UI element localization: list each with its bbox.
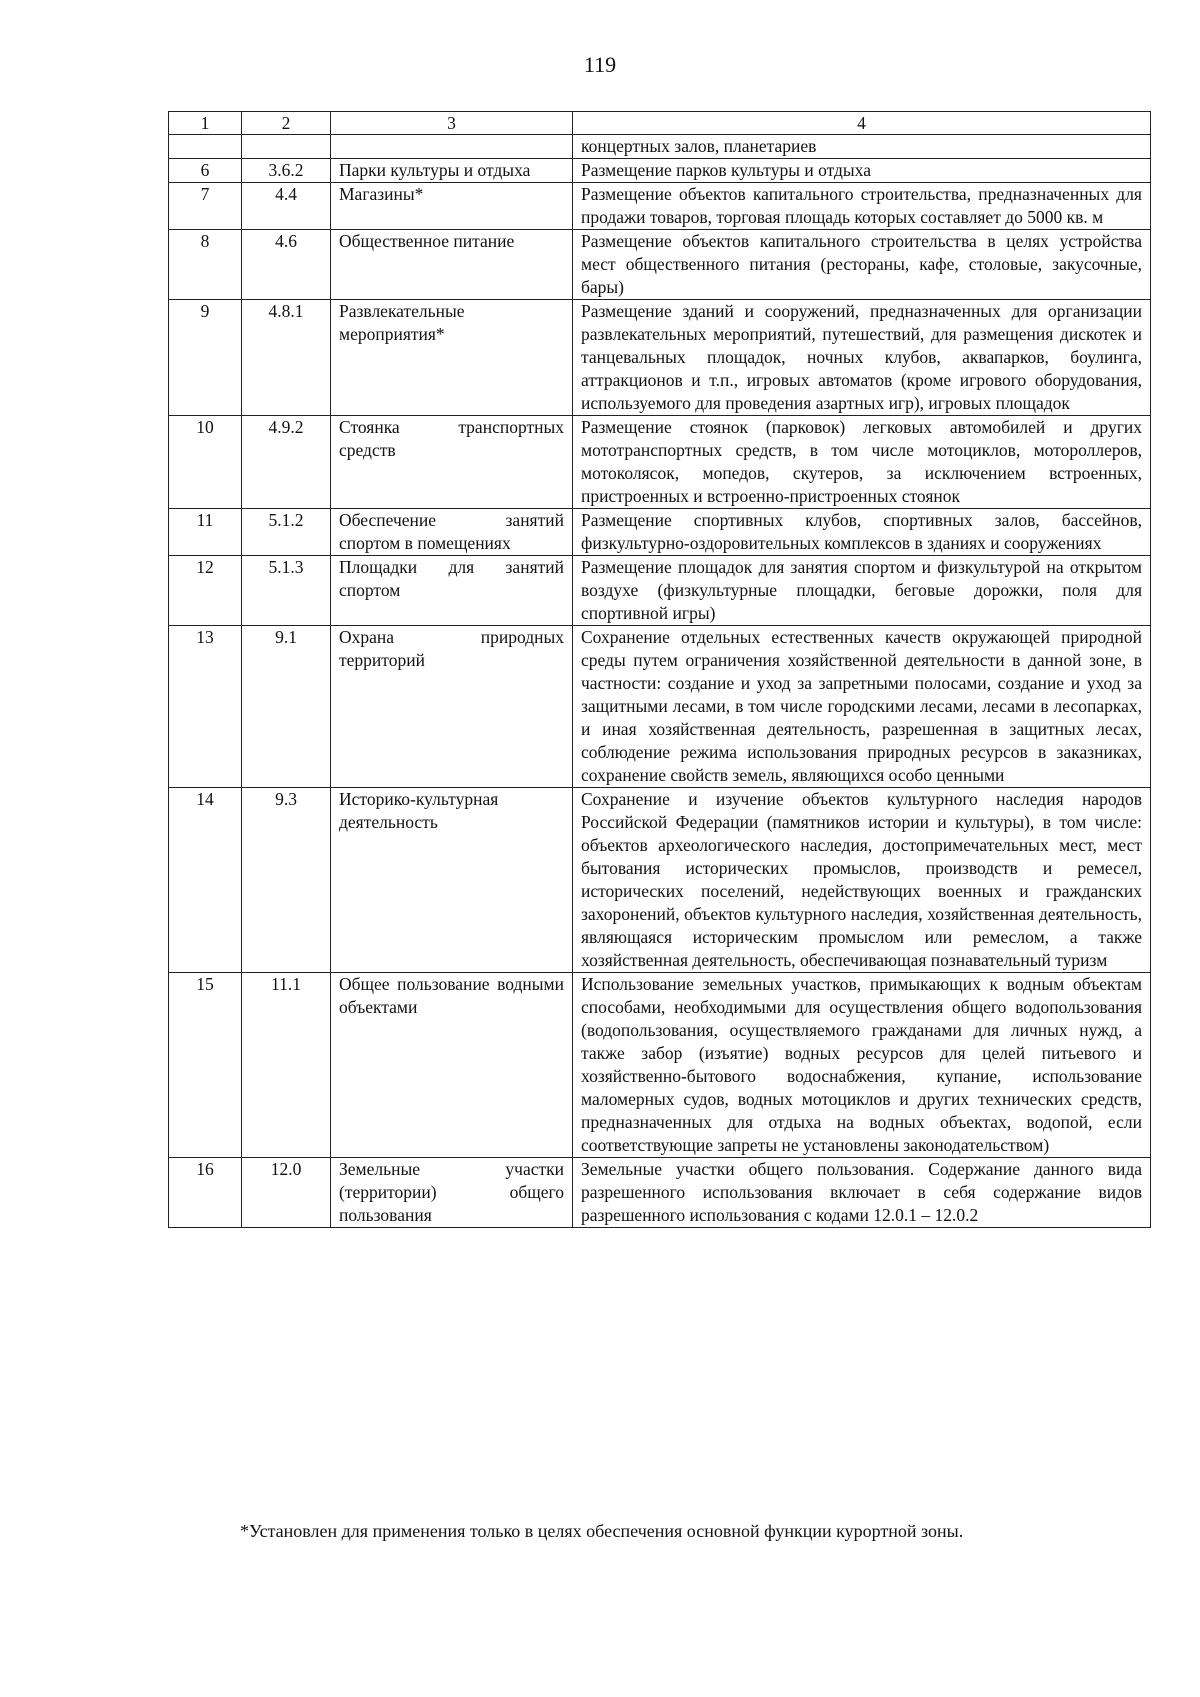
row-code: 5.1.3 (242, 556, 331, 626)
row-description: Земельные участки общего пользования. Содержание данного вида разрешенного использования включает в себя содержание видов разрешенного использования с кодами 12.0.1 – 12.0.2 (573, 1158, 1151, 1228)
row-name: Развлекательные мероприятия* (331, 300, 573, 416)
row-number: 15 (169, 973, 242, 1158)
row-code: 4.8.1 (242, 300, 331, 416)
header-col-2: 2 (242, 112, 331, 135)
row-code: 5.1.2 (242, 509, 331, 556)
row-number: 11 (169, 509, 242, 556)
row-number: 14 (169, 788, 242, 973)
header-col-4: 4 (573, 112, 1151, 135)
row-name: Магазины* (331, 183, 573, 230)
page-number: 119 (583, 52, 617, 77)
row-code: 9.3 (242, 788, 331, 973)
table-row (169, 183, 1151, 230)
table-row (169, 556, 1151, 626)
row-description: Размещение спортивных клубов, спортивных залов, бассейнов, физкультурно-оздоровительных комплексов в зданиях и сооружениях (573, 509, 1151, 556)
table-row (169, 973, 1151, 1158)
row-name: Земельные участки (территории) общего пользования (331, 1158, 573, 1228)
row-number: 10 (169, 416, 242, 509)
land-use-table (168, 111, 1151, 1228)
row-name: Охрана природных территорий (331, 626, 573, 788)
table-header-row (169, 112, 1151, 135)
row-name: Историко-культурная деятельность (331, 788, 573, 973)
row-description: Размещение площадок для занятия спортом и физкультурой на открытом воздухе (физкультурные площадки, беговые дорожки, поля для спортивной игры) (573, 556, 1151, 626)
row-number: 12 (169, 556, 242, 626)
row-number: 9 (169, 300, 242, 416)
row-description: Размещение парков культуры и отдыха (573, 159, 1151, 183)
row-description: Сохранение отдельных естественных качеств окружающей природной среды путем ограничения хозяйственной деятельности в данной зоне, в частности: создание и уход за запретными полосами, создание и уход за защитными лесами, в том числе городскими лесами, лесами в лесопарках, и иная хозяйственная деятельность, разрешенная в защитных лесах, соблюдение режима использования природных ресурсов в заказниках, сохранение свойств земель, являющихся особо ценными (573, 626, 1151, 788)
table-row (169, 416, 1151, 509)
row-name: Площадки для занятий спортом (331, 556, 573, 626)
header-col-3: 3 (331, 112, 573, 135)
row-code: 12.0 (242, 1158, 331, 1228)
row-number: 6 (169, 159, 242, 183)
row-name (331, 135, 573, 159)
header-col-1: 1 (169, 112, 242, 135)
row-code: 4.6 (242, 230, 331, 300)
row-name: Обеспечение занятий спортом в помещениях (331, 509, 573, 556)
table-row (169, 626, 1151, 788)
row-code (242, 135, 331, 159)
row-name: Общественное питание (331, 230, 573, 300)
footnote: *Установлен для применения только в целях обеспечения основной функции курортной зоны. (240, 1521, 964, 1541)
table-row (169, 300, 1151, 416)
row-number: 8 (169, 230, 242, 300)
row-description: Размещение объектов капитального строительства в целях устройства мест общественного питания (рестораны, кафе, столовые, закусочные, бары) (573, 230, 1151, 300)
row-description: Использование земельных участков, примыкающих к водным объектам способами, необходимыми для осуществления общего водопользования (водопользования, осуществляемого гражданами для личных нужд, а также забор (изъятие) водных ресурсов для целей питьевого и хозяйственно-бытового водоснабжения, купание, использование маломерных судов, водных мотоциклов и других технических средств, предназначенных для отдыха на водных объектах, водопой, если соответствующие запреты не установлены законодательством) (573, 973, 1151, 1158)
row-description: Размещение стоянок (парковок) легковых автомобилей и других мототранспортных средств, в том числе мотоциклов, мотороллеров, мотоколясок, мопедов, скутеров, за исключением встроенных, пристроенных и встроенно-пристроенных стоянок (573, 416, 1151, 509)
row-description: Размещение зданий и сооружений, предназначенных для организации развлекательных мероприятий, путешествий, для размещения дискотек и танцевальных площадок, ночных клубов, аквапарков, боулинга, аттракционов и т.п., игровых автоматов (кроме игрового оборудования, используемого для проведения азартных игр), игровых площадок (573, 300, 1151, 416)
row-code: 4.4 (242, 183, 331, 230)
row-name: Парки культуры и отдыха (331, 159, 573, 183)
row-number: 7 (169, 183, 242, 230)
row-number: 16 (169, 1158, 242, 1228)
table-row (169, 230, 1151, 300)
row-code: 11.1 (242, 973, 331, 1158)
continuation-row (169, 135, 1151, 159)
table-row (169, 1158, 1151, 1228)
row-number: 13 (169, 626, 242, 788)
row-description: Сохранение и изучение объектов культурного наследия народов Российской Федерации (памятников истории и культуры), в том числе: объектов археологического наследия, достопримечательных мест, мест бытования исторических промыслов, производств и ремесел, исторических поселений, недействующих военных и гражданских захоронений, объектов культурного наследия, хозяйственная деятельность, являющаяся историческим промыслом или ремеслом, а также хозяйственная деятельность, обеспечивающая познавательный туризм (573, 788, 1151, 973)
table-row (169, 509, 1151, 556)
row-code: 9.1 (242, 626, 331, 788)
row-code: 4.9.2 (242, 416, 331, 509)
row-description: концертных залов, планетариев (573, 135, 1151, 159)
row-number (169, 135, 242, 159)
table-row (169, 159, 1151, 183)
row-name: Общее пользование водными объектами (331, 973, 573, 1158)
table-row (169, 788, 1151, 973)
row-description: Размещение объектов капитального строительства, предназначенных для продажи товаров, торговая площадь которых составляет до 5000 кв. м (573, 183, 1151, 230)
row-code: 3.6.2 (242, 159, 331, 183)
row-name: Стоянка транспортных средств (331, 416, 573, 509)
